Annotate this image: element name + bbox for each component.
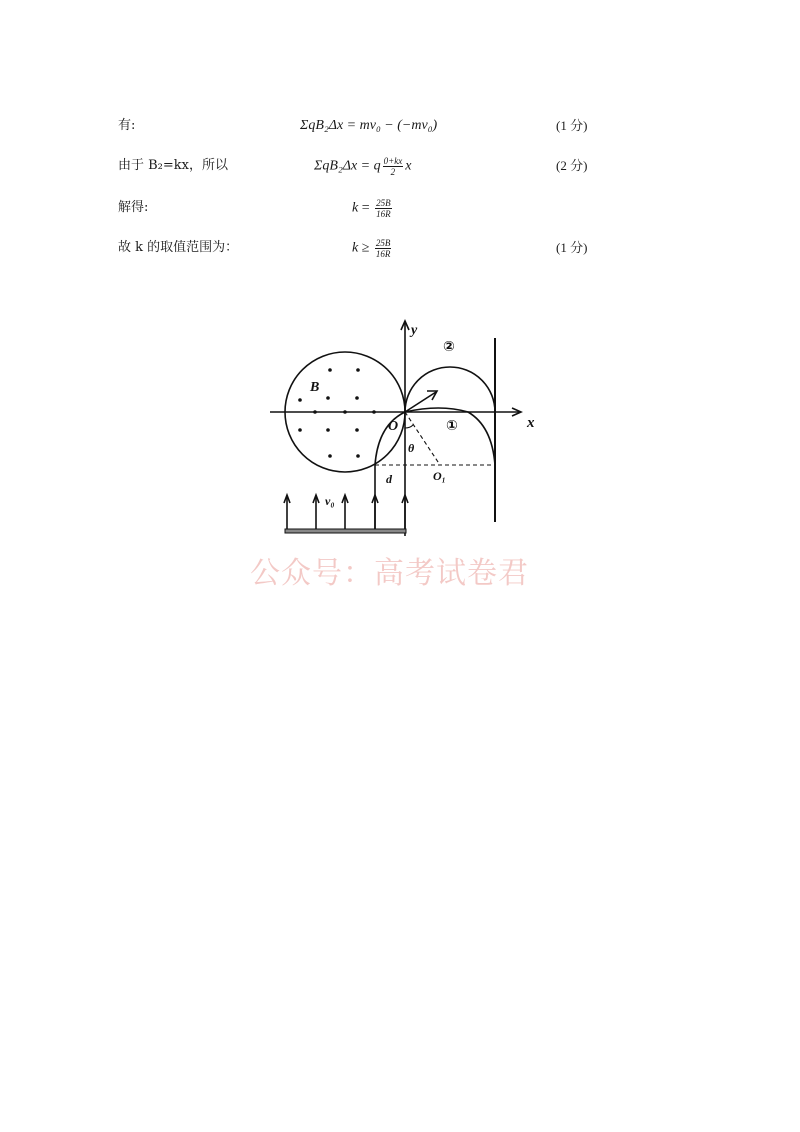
line-label: 有: (118, 118, 136, 133)
fraction-numerator: 0+kx (383, 156, 403, 166)
origin-label: O (388, 419, 399, 434)
score-badge: (1 分) (556, 118, 588, 133)
fraction-denominator: 16R (375, 249, 391, 259)
line-label: 由于 B₂=kx，所以 (118, 158, 228, 173)
physics-diagram (270, 316, 535, 538)
score-badge: (1 分) (556, 240, 588, 255)
sum-equation-tail: x (405, 158, 412, 174)
k-range-inequality (352, 238, 393, 259)
x-axis-label: x (527, 415, 535, 431)
k-symbol: k (352, 240, 359, 256)
y-axis-label: y (411, 323, 418, 338)
theta-label: θ (408, 441, 415, 455)
k-fraction (375, 238, 392, 259)
line-label: 故 k 的取值范围为： (118, 240, 239, 255)
k-fraction (375, 198, 392, 219)
path-1-label: ① (446, 418, 458, 434)
geq-sign: ≥ (361, 240, 370, 256)
trajectory-path-2 (405, 367, 495, 412)
solution-line-4 (0, 238, 800, 278)
center-label: O₁ (433, 469, 446, 483)
line-label: 解得: (118, 200, 149, 215)
solution-line-2 (0, 156, 800, 196)
k-symbol: k (352, 200, 359, 216)
k-result-equation (352, 198, 394, 219)
watermark: 公众号：高考试卷君 (250, 556, 529, 591)
source-plate (285, 529, 406, 533)
distance-label: d (386, 472, 392, 486)
velocity-label: v₀ (325, 494, 335, 508)
fraction-numerator: 25B (375, 238, 391, 248)
path-2-label: ② (443, 339, 455, 355)
score-badge: (2 分) (556, 158, 588, 173)
sum-equation (314, 156, 411, 177)
dashed-radius (405, 412, 440, 465)
theta-arc (405, 425, 413, 428)
fraction-denominator: 16R (376, 209, 391, 219)
solution-line-3 (0, 198, 800, 238)
trajectory-path-1 (405, 408, 495, 465)
fraction-numerator: 25B (376, 198, 391, 208)
fraction-denominator: 2 (390, 167, 396, 177)
momentum-equation: ΣqB₂Δx = mv₀ − (−mv₀) (300, 118, 438, 133)
sum-equation-left: ΣqB₂Δx = q (314, 158, 381, 174)
equals-sign: = (361, 200, 370, 216)
half-fraction (383, 156, 404, 177)
beam-arrows (284, 495, 408, 530)
field-label: B (310, 380, 320, 395)
solution-line-1 (0, 116, 800, 156)
